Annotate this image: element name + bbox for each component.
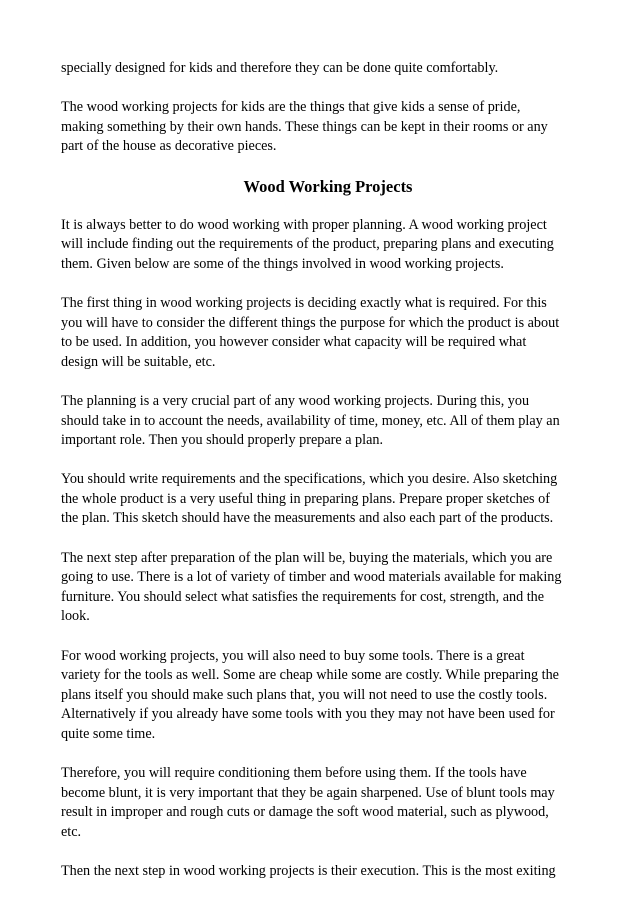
paragraph-planning-intro: It is always better to do wood working with proper planning. A wood working project will include finding out the requirements of the product, preparing plans and executing them. Given below are some of the things involved in wood working projects. <box>61 216 554 272</box>
paragraph-execution: Then the next step in wood working projects is their execution. This is the most exiting <box>61 863 556 880</box>
section-heading: Wood Working Projects <box>243 176 413 196</box>
paragraph-intro-continued: specially designed for kids and therefore they can be done quite comfortably. <box>61 60 499 76</box>
paragraph-buying-tools: For wood working projects, you will also need to buy some tools. There is a great variety for the tools as well. Some are cheap while some are costly. While preparing the plans itself you should make such plans that, you will not need to use the costly tools. Alternatively if you already have some tools with you they may not have been used for quite some time. <box>61 647 559 742</box>
paragraph-conditioning-tools: Therefore, you will require conditioning them before using them. If the tools have become blunt, it is very important that they be again sharpened. Use of blunt tools may result in improper and rough cuts or damage the soft wood material, such as plywood, etc. <box>61 765 555 840</box>
paragraph-deciding-requirements: The first thing in wood working projects is deciding exactly what is required. For this you will have to consider the different things the purpose for which the product is about to be used. In addition, you however consider what capacity will be required what design will be suitable, etc. <box>61 294 560 370</box>
paragraph-specifications: You should write requirements and the specifications, which you desire. Also sketching the whole product is a very useful thing in preparing plans. Prepare proper sketches of the plan. This sketch should have the measurements and also each part of the products. <box>61 471 558 527</box>
paragraph-buying-materials: The next step after preparation of the plan will be, buying the materials, which you are going to use. There is a lot of variety of timber and wood materials available for making furniture. You should select what satisfies the requirements for cost, strength, and the look. <box>61 549 562 625</box>
paragraph-kids-projects: The wood working projects for kids are the things that give kids a sense of pride, making something by their own hands. These things can be kept in their rooms or any part of the house as decorative pieces. <box>61 99 548 155</box>
paragraph-planning-crucial: The planning is a very crucial part of any wood working projects. During this, you should take in to account the needs, availability of time, money, etc. All of them play an important role. Then you should properly prepare a plan. <box>61 392 560 449</box>
document-body <box>61 59 581 901</box>
